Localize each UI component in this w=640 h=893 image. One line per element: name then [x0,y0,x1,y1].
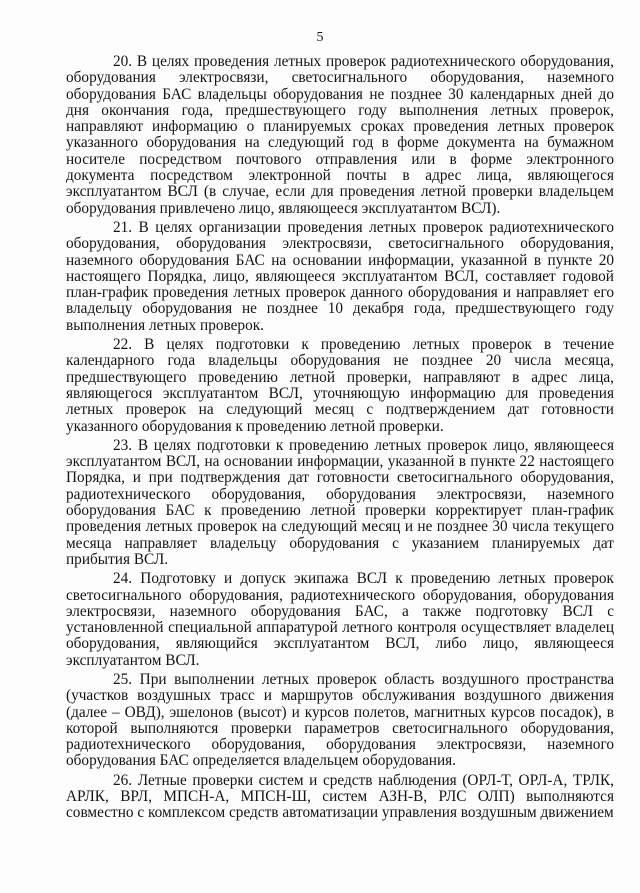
paragraph-20: 20. В целях проведения летных проверок радиотехнического оборудования, оборудования электросвязи, светосигнального оборудования, наземного оборудования БАС владельцы оборудования не позднее 30 календарных дней до дня окончания года, предшествующего году выполнения летных проверок, направляют информацию о планируемых сроках проведения летных проверок указанного оборудования на следующий год в форме документа на бумажном носителе посредством почтового отправления или в форме электронного документа посредством электронной почты в адрес лица, являющегося эксплуатантом ВСЛ (в случае, если для проведения летной проверки владельцем оборудования привлечено лицо, являющееся эксплуатантом ВСЛ). [66,53,614,217]
paragraph-24: 24. Подготовку и допуск экипажа ВСЛ к проведению летных проверок светосигнального оборудования, радиотехнического оборудования, оборудования электросвязи, наземного оборудования БАС, а также подготовку ВСЛ с установленной специальной аппаратурой летного контроля осуществляет владелец оборудования, являющийся эксплуатантом ВСЛ, либо лицо, являющееся эксплуатантом ВСЛ. [66,570,614,669]
paragraph-25: 25. При выполнении летных проверок область воздушного пространства (участков воздушных трасс и маршрутов обслуживания воздушного движения (далее – ОВД), эшелонов (высот) и курсов полетов, магнитных курсов посадок), в которой выполняются проверки параметров светосигнального оборудования, радиотехнического оборудования, оборудования электросвязи, наземного оборудования БАС определяется владельцем оборудования. [66,670,614,770]
paragraph-26: 26. Летные проверки систем и средств наблюдения (ОРЛ-Т, ОРЛ-А, ТРЛК, АРЛК, ВРЛ, МПСН-А, МПСН-Ш, систем АЗН-В, РЛС ОЛП) выполняются совместно с комплексом средств автоматизации управления воздушным движением [66,771,614,822]
paragraph-23: 23. В целях подготовки к проведению летных проверок лицо, являющееся эксплуатантом ВСЛ, на основании информации, указанной в пункте 22 настоящего Порядка, и при подтверждения дат готовности светосигнального оборудования, радиотехнического оборудования, оборудования электросвязи, наземного оборудования БАС к проведению летной проверки корректирует план-график проведения летных проверок на следующий месяц и не позднее 30 числа текущего месяца направляет владельцу оборудования с указанием планируемых дат прибытия ВСЛ. [66,436,614,568]
page-number: 5 [316,30,324,45]
paragraph-22: 22. В целях подготовки к проведению летных проверок в течение календарного года владельцы оборудования не позднее 20 числа месяца, предшествующего проведению летной проверки, направляют в адрес лица, являющегося эксплуатантом ВСЛ, уточняющую информацию для проведения летных проверок на следующий месяц с подтверждением дат готовности указанного оборудования к проведению летной проверки. [66,336,614,435]
document-body [66,54,614,825]
paragraph-21: 21. В целях организации проведения летных проверок радиотехнического оборудования, оборудования электросвязи, светосигнального оборудования, наземного оборудования БАС на основании информации, указанной в пункте 20 настоящего Порядка, лицо, являющееся эксплуатантом ВСЛ, составляет годовой план-график проведения летных проверок данного оборудования и направляет его владельцу оборудования не позднее 10 декабря года, предшествующего году выполнения летных проверок. [66,218,614,334]
